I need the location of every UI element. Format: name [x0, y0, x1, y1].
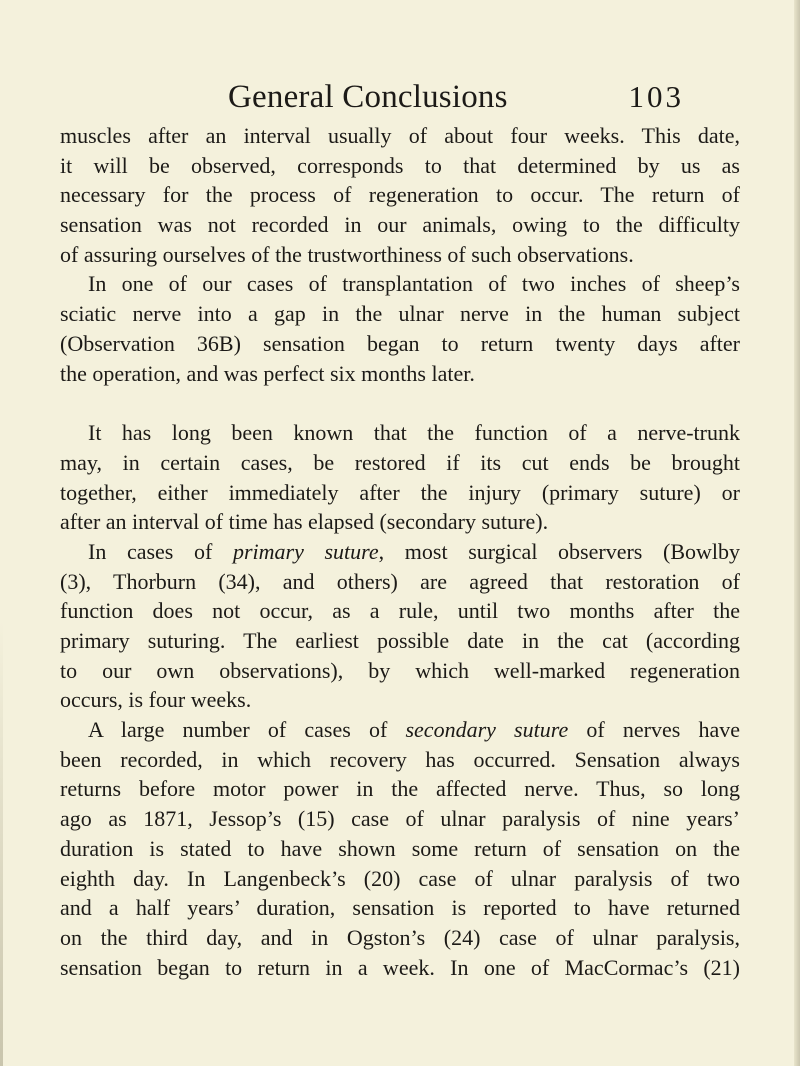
binding-shadow: [0, 620, 3, 1066]
paragraph-1: [60, 121, 740, 269]
text-line: [60, 537, 740, 567]
italic-term: primary suture: [232, 538, 379, 564]
paragraph-3: [60, 418, 740, 537]
section-break: [60, 388, 740, 418]
text-run: A large number of cases of: [88, 717, 388, 743]
text-run: , most surgical observers (Bowlby: [378, 538, 740, 564]
paragraph-4: [60, 537, 740, 715]
text-line: occurs, is four weeks.: [60, 687, 252, 713]
paragraph-5: [60, 715, 740, 982]
text-line: together, either immediately after the injury (primary suture) or: [60, 479, 740, 505]
text-line: ago as 1871, Jessop’s (15) case of ulnar paralysis of nine years’: [60, 806, 740, 832]
text-run: In cases of: [88, 538, 213, 564]
text-line: been recorded, in which recovery has occurred. Sensation always: [60, 746, 740, 772]
text-line: (3), Thorburn (34), and others) are agreed that restoration of: [60, 568, 740, 594]
text-line: It has long been known that the function of a nerve-trunk: [88, 420, 740, 446]
text-line: returns before motor power in the affected nerve. Thus, so long: [60, 776, 740, 802]
running-title: General Conclusions: [228, 79, 508, 115]
text-line: and a half years’ duration, sensation is reported to have returned: [60, 895, 740, 921]
text-line: eighth day. In Langenbeck’s (20) case of ulnar paralysis of two: [60, 865, 740, 891]
paragraph-2: [60, 269, 740, 388]
page-number: 103: [628, 79, 684, 114]
text-line: muscles after an interval usually of about four weeks. This date,: [60, 123, 740, 148]
text-line: may, in certain cases, be restored if its cut ends be brought: [60, 449, 740, 475]
text-line: sensation was not recorded in our animals, owing to the difficulty: [60, 212, 740, 238]
text-line: [60, 715, 740, 745]
body-text: [60, 121, 740, 982]
text-line: In one of our cases of transplantation of two inches of sheep’s: [88, 271, 740, 297]
text-line: after an interval of time has elapsed (secondary suture).: [60, 509, 549, 535]
italic-term: secondary suture: [405, 717, 569, 743]
text-line: necessary for the process of regeneration to occur. The return of: [60, 182, 740, 208]
text-line: sensation began to return in a week. In one of MacCormac’s (21): [60, 954, 740, 980]
text-line: on the third day, and in Ogston’s (24) case of ulnar paralysis,: [60, 924, 740, 950]
text-line: duration is stated to have shown some return of sensation on the: [60, 835, 740, 861]
text-line: sciatic nerve into a gap in the ulnar nerve in the human subject: [60, 301, 740, 327]
text-line: function does not occur, as a rule, until two months after the: [60, 598, 740, 624]
text-line: to our own observations), by which well-marked regeneration: [60, 657, 740, 683]
text-line: (Observation 36B) sensation began to return twenty days after: [60, 330, 740, 356]
text-run: of nerves have: [568, 717, 740, 743]
page-edge-shadow: [794, 0, 800, 1066]
text-line: the operation, and was perfect six months later.: [60, 360, 475, 386]
text-line: of assuring ourselves of the trustworthiness of such observations.: [60, 241, 634, 267]
page-header: [228, 76, 684, 118]
text-line: primary suturing. The earliest possible date in the cat (according: [60, 628, 740, 653]
text-line: it will be observed, corresponds to that determined by us as: [60, 152, 740, 178]
